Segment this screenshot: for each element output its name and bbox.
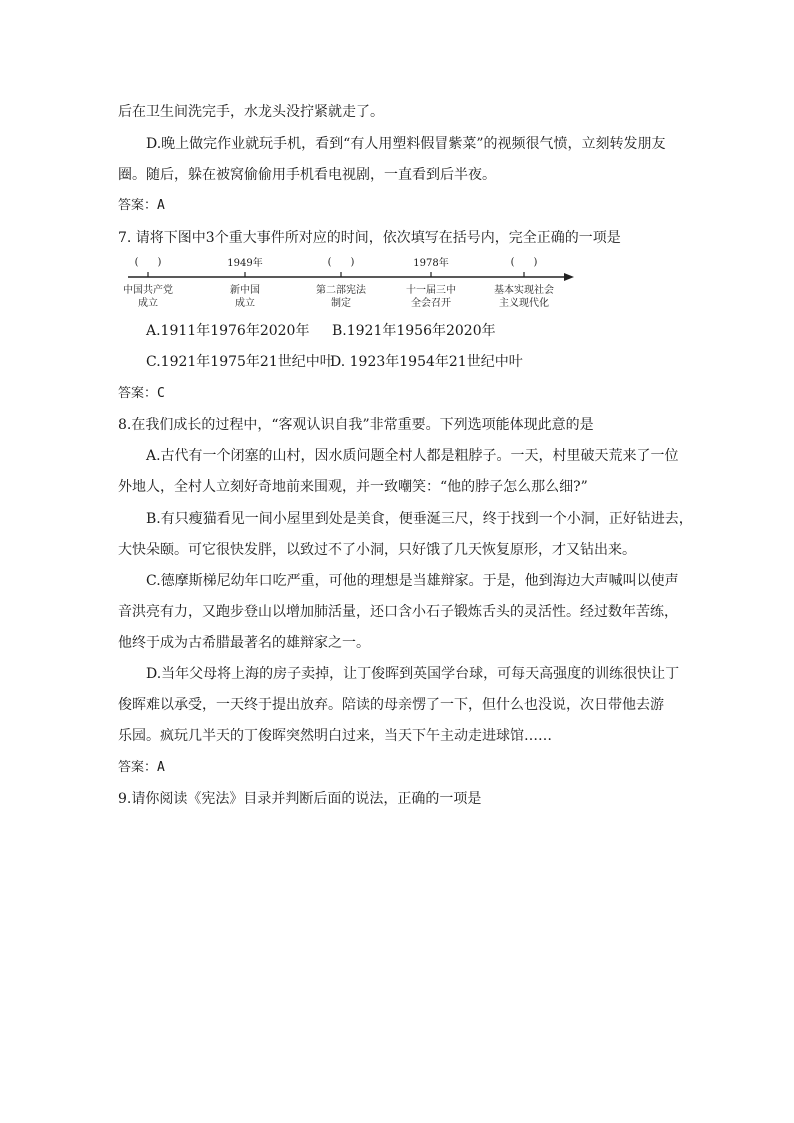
q8-option-c-line1: C.德摩斯梯尼幼年口吃严重，可他的理想是当雄辩家。于是，他到海边大声喊叫以使声: [146, 573, 679, 589]
q7-option-b: B.1921年1956年2020年: [332, 323, 496, 339]
q8-option-c-line3: 他终于成为古希腊最著名的雄辩家之一。: [118, 635, 370, 651]
timeline-event-5-line2: 主义现代化: [499, 298, 549, 309]
q7-answer: 答案：C: [118, 386, 165, 401]
timeline-blank-2: ( ): [327, 257, 355, 268]
q8-option-a-line2: 外地人，全村人立刻好奇地前来围观，并一致嘲笑：“他的脖子怎么那么细?”: [118, 479, 588, 495]
q7-timeline-figure: [123, 252, 578, 314]
q8-option-c-line2: 音洪亮有力，又跑步登山以增加肺活量，还口含小石子锻炼舌头的灵活性。经过数年苦练，: [118, 604, 678, 620]
timeline-event-1-line1: 中国共产党: [123, 285, 173, 296]
q8-answer: 答案：A: [118, 760, 165, 775]
timeline-event-1-line2: 成立: [138, 298, 158, 309]
q6-option-d-line1: D.晚上做完作业就玩手机，看到“有人用塑料假冒紫菜”的视频很气愤，立刻转发朋友: [146, 136, 666, 152]
timeline-event-4-line2: 全会召开: [411, 298, 451, 309]
timeline-event-4-line1: 十一届三中: [406, 285, 456, 296]
timeline-blank-1: ( ): [134, 257, 162, 268]
timeline-year-1978: 1978年: [413, 258, 449, 269]
timeline-event-2: [215, 284, 275, 310]
q8-option-a-line1: A.古代有一个闭塞的山村，因水质问题全村人都是粗脖子。一天，村里破天荒来了一位: [146, 448, 679, 464]
timeline-arrow-icon: [564, 273, 574, 281]
timeline-event-3: [311, 284, 371, 310]
timeline-event-2-line1: 新中国: [230, 285, 260, 296]
timeline-event-3-line2: 制定: [331, 298, 351, 309]
timeline-event-4: [401, 284, 461, 310]
q6-text-line: 后在卫生间洗完手，水龙头没拧紧就走了。: [118, 104, 384, 120]
q9-stem: 9.请你阅读《宪法》目录并判断后面的说法，正确的一项是: [118, 791, 482, 807]
q6-answer: 答案：A: [118, 198, 165, 213]
q7-stem: 7. 请将下图中3个重大事件所对应的时间，依次填写在括号内，完全正确的一项是: [118, 230, 621, 246]
q8-option-b-line2: 大快朵颐。可它很快发胖，以致过不了小洞，只好饿了几天恢复原形，才又钻出来。: [118, 542, 636, 558]
q8-option-d-line3: 乐园。疯玩几半天的丁俊晖突然明白过来，当天下午主动走进球馆……: [118, 728, 552, 744]
q8-option-d-line2: 俊晖难以承受，一天终于提出放弃。陪读的母亲愣了一下，但什么也没说，次日带他去游: [118, 697, 664, 713]
timeline-year-1949: 1949年: [227, 258, 263, 269]
q8-stem: 8.在我们成长的过程中，“客观认识自我”非常重要。下列选项能体现此意的是: [118, 417, 594, 433]
q7-option-d: D. 1923年1954年21世纪中叶: [330, 354, 523, 370]
q7-option-a: A.1911年1976年2020年: [146, 323, 310, 339]
timeline-event-5: [489, 284, 559, 310]
q7-option-c: C.1921年1975年21世纪中叶: [146, 354, 334, 370]
q8-option-d-line1: D.当年父母将上海的房子卖掉，让丁俊晖到英国学台球，可每天高强度的训练很快让丁: [146, 666, 680, 682]
q6-option-d-line2: 圈。随后，躲在被窝偷偷用手机看电视剧，一直看到后半夜。: [118, 167, 496, 183]
q8-option-b-line1: B.有只瘦猫看见一间小屋里到处是美食，便垂涎三尺，终于找到一个小洞，正好钻进去，: [146, 511, 693, 527]
timeline-event-2-line2: 成立: [235, 298, 255, 309]
timeline-event-3-line1: 第二部宪法: [316, 285, 366, 296]
timeline-event-5-line1: 基本实现社会: [494, 285, 554, 296]
timeline-event-1: [118, 284, 178, 310]
timeline-blank-3: ( ): [510, 257, 538, 268]
